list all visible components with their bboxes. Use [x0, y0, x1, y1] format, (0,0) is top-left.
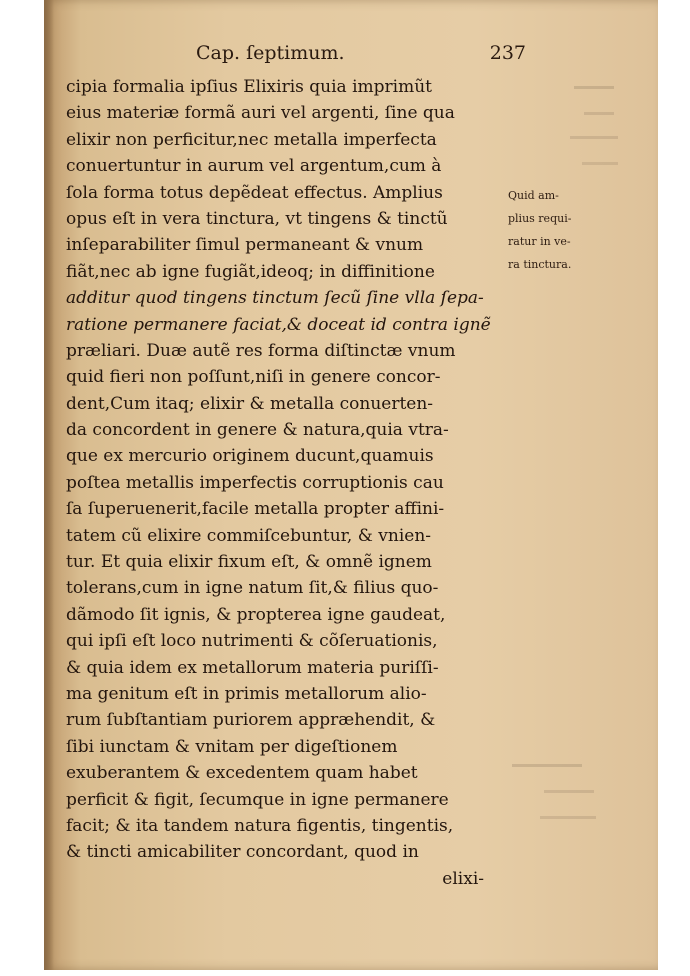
text-line: quid fieri non poſſunt,niſi in genere concor- — [66, 367, 441, 388]
text-line: additur quod tingens tinctum ſecũ ſine vlla ſepa- — [66, 288, 484, 309]
text-line: ratione permanere faciat,& doceat id contra ignẽ — [66, 314, 491, 335]
text-line: elixir non perficitur,nec metalla imperfecta — [66, 129, 437, 150]
text-line: rum ſubſtantiam puriorem appræhendit, & — [66, 710, 436, 731]
text-line: que ex mercurio originem ducunt,quamuis — [66, 446, 434, 467]
text-line: & tincti amicabiliter concordant, quod in — [66, 842, 419, 863]
text-line: & quia idem ex metallorum materia puriſſi- — [66, 657, 439, 678]
margin-note — [508, 184, 608, 276]
text-line: facit; & ita tandem natura figentis, tingentis, — [66, 815, 454, 836]
text-line: opus eſt in vera tinctura, vt tingens & tinctũ — [66, 208, 448, 229]
chapter-title: Cap. ſeptimum. — [196, 42, 345, 64]
text-line: fiãt,nec ab igne fugiãt,ideoq; in diffinitione — [66, 261, 435, 282]
body-text — [66, 74, 500, 892]
text-line: tatem cũ elixire commiſcebuntur, & vnien- — [66, 525, 432, 546]
text-line: dent,Cum itaq; elixir & metalla conuerten- — [66, 393, 434, 414]
text-line: conuertuntur in aurum vel argentum,cum à — [66, 156, 442, 177]
text-line: da concordent in genere & natura,quia vtra- — [66, 420, 449, 441]
text-line: tolerans,cum in igne natum ſit,& filius quo- — [66, 578, 439, 599]
text-line: ſibi iunctam & vnitam per digeſtionem — [66, 736, 398, 757]
text-line: præliari. Duæ autẽ res forma diſtinctæ vnum — [66, 340, 456, 361]
text-line: ſa ſuperuenerit,facile metalla propter affini- — [66, 499, 445, 520]
text-line: ma genitum eſt in primis metallorum alio- — [66, 683, 427, 704]
show-through-marks-lower — [504, 752, 614, 842]
text-line: tur. Et quia elixir fixum eſt, & omnẽ ignem — [66, 552, 432, 573]
margin-note-line: plius requi- — [508, 212, 572, 225]
catchword: elixi- — [442, 868, 484, 889]
text-line: perficit & figit, ſecumque in igne permanere — [66, 789, 449, 810]
text-line: inſeparabiliter ſimul permaneant & vnum — [66, 235, 424, 256]
text-line: eius materiæ formã auri vel argenti, ſine qua — [66, 103, 455, 124]
text-line: exuberantem & excedentem quam habet — [66, 763, 418, 784]
text-line: poſtea metallis imperfectis corruptionis cau — [66, 472, 444, 493]
margin-note-line: ratur in ve- — [508, 235, 571, 248]
margin-note-line: ra tinctura. — [508, 258, 572, 271]
text-line: ſola forma totus depẽdeat effectus. Amplius — [66, 182, 443, 203]
text-line: dãmodo ſit ignis, & propterea igne gaudeat, — [66, 604, 446, 625]
text-line: cipia formalia ipſius Elixiris quia imprimũt — [66, 77, 432, 97]
show-through-marks — [564, 78, 634, 198]
text-line: qui ipſi eſt loco nutrimenti & cõſeruationis, — [66, 631, 438, 652]
page-number: 237 — [489, 42, 526, 64]
show-through-smudge — [564, 78, 634, 198]
show-through-smudge-lower — [504, 752, 614, 842]
margin-note-line: Quid am- — [508, 189, 559, 202]
